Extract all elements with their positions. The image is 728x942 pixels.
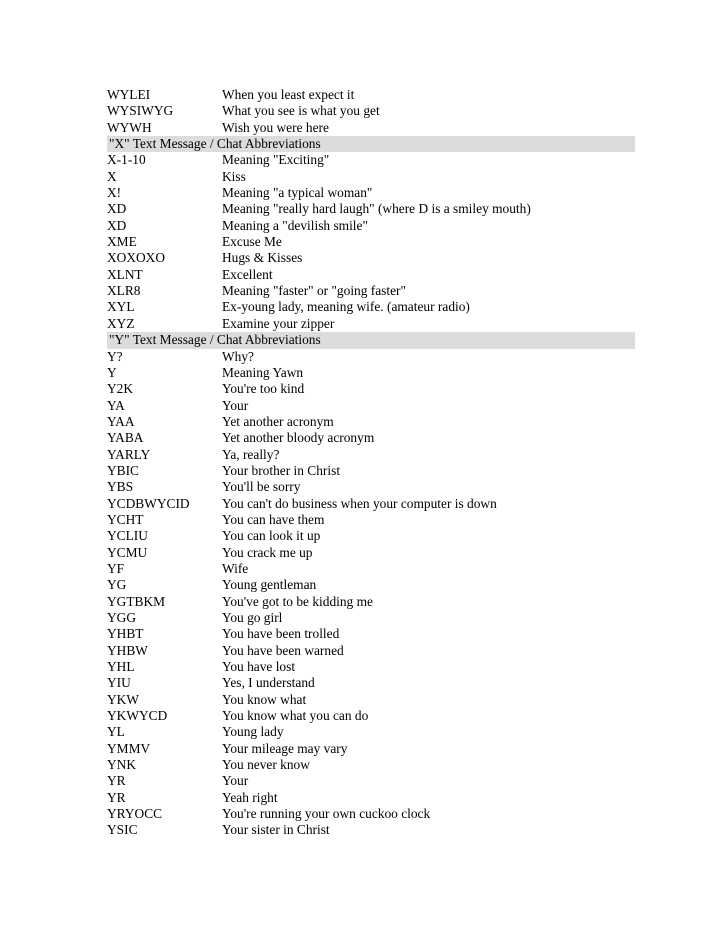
abbreviation-term: YMMV <box>107 740 151 756</box>
abbreviation-meaning: You've got to be kidding me <box>222 593 373 609</box>
abbreviation-term: YRYOCC <box>107 806 163 822</box>
abbreviation-row <box>107 512 635 528</box>
abbreviation-row <box>107 594 635 610</box>
abbreviation-row <box>107 822 635 838</box>
section-header-title: "Y" Text Message / Chat Abbreviations <box>109 332 321 348</box>
abbreviation-meaning: Young gentleman <box>222 577 317 593</box>
abbreviation-term: Y <box>107 364 117 380</box>
abbreviation-row <box>107 87 635 103</box>
abbreviation-term: YKW <box>107 691 139 707</box>
abbreviation-meaning: Why? <box>222 348 254 364</box>
abbreviation-row <box>107 234 635 250</box>
abbreviation-row <box>107 724 635 740</box>
abbreviation-meaning: You can't do business when your computer is down <box>222 495 497 511</box>
abbreviation-row <box>107 577 635 593</box>
abbreviation-row <box>107 626 635 642</box>
section-header <box>107 332 635 348</box>
abbreviation-row <box>107 757 635 773</box>
abbreviation-meaning: Yet another bloody acronym <box>222 430 375 446</box>
abbreviation-row <box>107 365 635 381</box>
abbreviation-row <box>107 201 635 217</box>
abbreviation-term: YHBT <box>107 626 144 642</box>
abbreviation-list <box>107 87 635 839</box>
abbreviation-term: YNK <box>107 757 137 773</box>
abbreviation-row <box>107 806 635 822</box>
abbreviation-meaning: Examine your zipper <box>222 315 335 331</box>
abbreviation-term: XME <box>107 234 137 250</box>
abbreviation-meaning: You have been warned <box>222 642 344 658</box>
abbreviation-meaning: You'll be sorry <box>222 479 301 495</box>
abbreviation-row <box>107 152 635 168</box>
abbreviation-term: YCHT <box>107 511 144 527</box>
abbreviation-row <box>107 463 635 479</box>
abbreviation-meaning: Yet another acronym <box>222 413 334 429</box>
abbreviation-term: YIU <box>107 675 131 691</box>
abbreviation-meaning: Your <box>222 397 249 413</box>
abbreviation-term: XOXOXO <box>107 250 166 266</box>
abbreviation-meaning: Your mileage may vary <box>222 740 348 756</box>
abbreviation-meaning: Ex-young lady, meaning wife. (amateur radio) <box>222 299 470 315</box>
abbreviation-meaning: Your sister in Christ <box>222 822 330 838</box>
abbreviation-row <box>107 299 635 315</box>
abbreviation-meaning: Ya, really? <box>222 446 280 462</box>
abbreviation-meaning: You have been trolled <box>222 626 340 642</box>
abbreviation-row <box>107 528 635 544</box>
abbreviation-row <box>107 349 635 365</box>
abbreviation-meaning: You crack me up <box>222 544 313 560</box>
abbreviation-meaning: What you see is what you get <box>222 103 380 119</box>
abbreviation-row <box>107 496 635 512</box>
abbreviation-meaning: You're too kind <box>222 381 305 397</box>
abbreviation-row <box>107 561 635 577</box>
abbreviation-row <box>107 741 635 757</box>
abbreviation-term: YBS <box>107 479 134 495</box>
abbreviation-row <box>107 398 635 414</box>
abbreviation-meaning: Meaning "faster" or "going faster" <box>222 283 406 299</box>
abbreviation-meaning: Excuse Me <box>222 234 282 250</box>
abbreviation-meaning: You can look it up <box>222 528 321 544</box>
abbreviation-row <box>107 169 635 185</box>
abbreviation-meaning: Wish you were here <box>222 119 329 135</box>
abbreviation-row <box>107 381 635 397</box>
abbreviation-row <box>107 414 635 430</box>
abbreviation-meaning: You know what <box>222 691 307 707</box>
abbreviation-term: YSIC <box>107 822 138 838</box>
abbreviation-term: YL <box>107 724 125 740</box>
abbreviation-meaning: Excellent <box>222 266 273 282</box>
abbreviation-row <box>107 218 635 234</box>
abbreviation-term: YCLIU <box>107 528 148 544</box>
abbreviation-row <box>107 479 635 495</box>
abbreviation-term: XYL <box>107 299 135 315</box>
abbreviation-row <box>107 790 635 806</box>
abbreviation-term: YA <box>107 397 125 413</box>
abbreviation-term: Y2K <box>107 381 134 397</box>
abbreviation-row <box>107 610 635 626</box>
abbreviation-row <box>107 692 635 708</box>
abbreviation-term: XD <box>107 217 127 233</box>
abbreviation-row <box>107 120 635 136</box>
abbreviation-term: YCDBWYCID <box>107 495 190 511</box>
abbreviation-meaning: You never know <box>222 757 310 773</box>
abbreviation-term: YCMU <box>107 544 148 560</box>
abbreviation-meaning: Meaning "a typical woman" <box>222 185 373 201</box>
abbreviation-term: YGTBKM <box>107 593 166 609</box>
abbreviation-meaning: Hugs & Kisses <box>222 250 303 266</box>
abbreviation-meaning: Kiss <box>222 168 246 184</box>
abbreviation-term: XLNT <box>107 266 143 282</box>
abbreviation-row <box>107 447 635 463</box>
abbreviation-term: XLR8 <box>107 283 141 299</box>
abbreviation-term: Y? <box>107 348 123 364</box>
abbreviation-term: WYLEI <box>107 87 151 102</box>
abbreviation-meaning: When you least expect it <box>222 87 355 102</box>
abbreviation-row <box>107 708 635 724</box>
abbreviation-row <box>107 250 635 266</box>
abbreviation-meaning: You can have them <box>222 511 325 527</box>
abbreviation-row <box>107 545 635 561</box>
abbreviation-term: X <box>107 168 117 184</box>
abbreviation-term: WYSIWYG <box>107 103 174 119</box>
abbreviation-row <box>107 103 635 119</box>
abbreviation-term: YF <box>107 560 125 576</box>
abbreviation-row <box>107 283 635 299</box>
abbreviation-meaning: Yeah right <box>222 789 278 805</box>
abbreviation-meaning: Wife <box>222 560 249 576</box>
abbreviation-term: YABA <box>107 430 144 446</box>
abbreviation-row <box>107 185 635 201</box>
abbreviation-term: WYWH <box>107 119 152 135</box>
abbreviation-meaning: You know what you can do <box>222 708 369 724</box>
abbreviation-meaning: You go girl <box>222 610 283 625</box>
abbreviation-row <box>107 643 635 659</box>
abbreviation-row <box>107 267 635 283</box>
section-header-title: "X" Text Message / Chat Abbreviations <box>109 136 321 152</box>
abbreviation-term: YG <box>107 577 127 593</box>
abbreviation-meaning: Your <box>222 773 249 789</box>
abbreviation-meaning: You're running your own cuckoo clock <box>222 806 431 822</box>
abbreviation-row <box>107 659 635 675</box>
abbreviation-row <box>107 675 635 691</box>
abbreviation-meaning: Meaning a "devilish smile" <box>222 217 368 233</box>
abbreviation-term: X-1-10 <box>107 152 146 168</box>
section-header <box>107 136 635 152</box>
abbreviation-term: YHBW <box>107 642 148 658</box>
abbreviation-term: YARLY <box>107 446 151 462</box>
abbreviation-term: YR <box>107 773 126 789</box>
abbreviation-meaning: Young lady <box>222 724 284 740</box>
abbreviation-term: XYZ <box>107 315 135 331</box>
abbreviation-term: X! <box>107 185 122 201</box>
abbreviation-meaning: Meaning "really hard laugh" (where D is a smiley mouth) <box>222 201 531 217</box>
abbreviation-term: YGG <box>107 610 137 625</box>
abbreviation-term: YAA <box>107 413 135 429</box>
abbreviation-term: YBIC <box>107 462 139 478</box>
abbreviation-meaning: You have lost <box>222 659 296 675</box>
abbreviation-meaning: Yes, I understand <box>222 675 315 691</box>
abbreviation-term: YR <box>107 789 126 805</box>
abbreviation-row <box>107 316 635 332</box>
abbreviation-term: YHL <box>107 659 135 675</box>
abbreviation-term: YKWYCD <box>107 708 168 724</box>
abbreviation-meaning: Meaning Yawn <box>222 364 304 380</box>
abbreviation-row <box>107 430 635 446</box>
abbreviation-term: XD <box>107 201 127 217</box>
abbreviation-row <box>107 773 635 789</box>
abbreviation-meaning: Meaning "Exciting" <box>222 152 330 168</box>
abbreviation-meaning: Your brother in Christ <box>222 462 341 478</box>
